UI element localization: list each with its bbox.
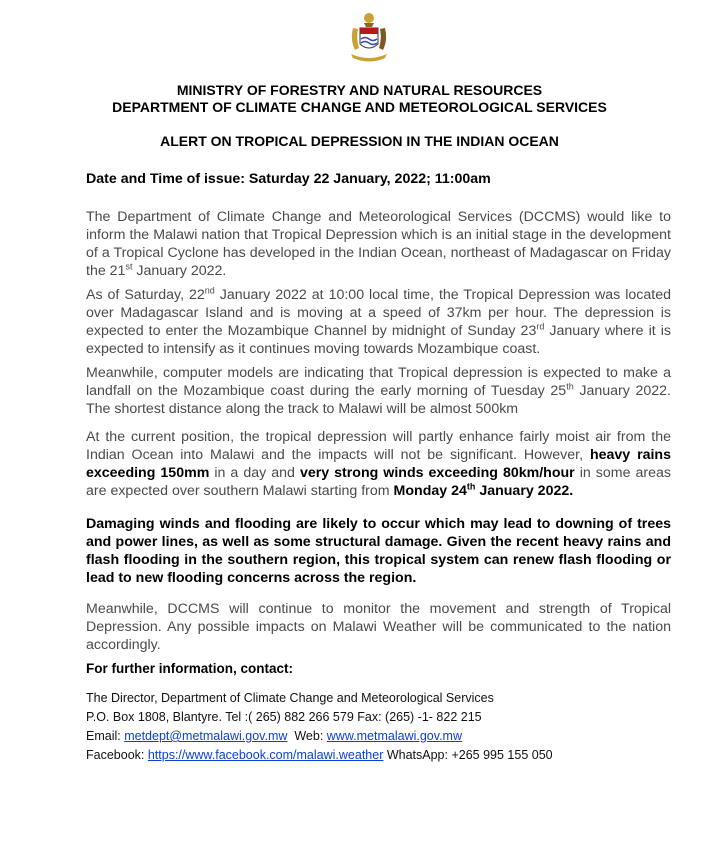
contact-address: P.O. Box 1808, Blantyre. Tel :( 265) 882 266 579 Fax: (265) -1- 822 215 bbox=[86, 710, 482, 724]
website-link[interactable]: www.metmalawi.gov.mw bbox=[326, 729, 462, 743]
department-heading: DEPARTMENT OF CLIMATE CHANGE AND METEOROLOGICAL SERVICES bbox=[112, 99, 607, 115]
paragraph-current-position: As of Saturday, 22nd January 2022 at 10:00 local time, the Tropical Depression was located over Madagascar Island and is moving at a speed of 37km per hour. The depression is expected to enter the Mozambique Channel by midnight of Sunday 23rd January where it is expected to intensify as it continues moving towards Mozambique coast. bbox=[86, 285, 671, 357]
contact-heading: For further information, contact: bbox=[86, 661, 293, 676]
paragraph-impacts: At the current position, the tropical depression will partly enhance fairly moist air from the Indian Ocean into Malawi and the impacts will not be significant. However, heavy rains exceeding 150mm in a day and very strong winds exceeding 80km/hour in some areas are expected over southern Malawi starting from Monday 24th January 2022. bbox=[86, 429, 671, 499]
paragraph-forecast-track: Meanwhile, computer models are indicating that Tropical depression is expected to make a landfall on the Mozambique coast during the early morning of Tuesday 25th January 2022. The shortest distance along the track to Malawi will be almost 500km bbox=[86, 365, 671, 417]
coat-of-arms-icon bbox=[345, 10, 393, 66]
ministry-heading: MINISTRY OF FORESTRY AND NATURAL RESOURCES bbox=[176, 82, 543, 98]
paragraph-announcement: The Department of Climate Change and Meteorological Services (DCCMS) would like to inform the Malawi nation that Tropical Depression which is an initial stage in the development of a Tropical Cyclone has developed in the Indian Ocean, northeast of Madagascar on Friday the 21st January 2022. bbox=[86, 209, 671, 279]
contact-director: The Director, Department of Climate Change and Meteorological Services bbox=[86, 691, 494, 705]
facebook-link[interactable]: https://www.facebook.com/malawi.weather bbox=[147, 748, 384, 762]
contact-social: Facebook: https://www.facebook.com/malawi.weather WhatsApp: +265 995 155 050 bbox=[86, 748, 553, 762]
contact-email-web: Email: metdept@metmalawi.gov.mw Web: www.metmalawi.gov.mw bbox=[86, 729, 462, 743]
issue-datetime: Date and Time of issue: Saturday 22 January, 2022; 11:00am bbox=[86, 171, 491, 187]
paragraph-monitoring: Meanwhile, DCCMS will continue to monitor the movement and strength of Tropical Depression. Any possible impacts on Malawi Weather will be communicated to the nation accordingly. bbox=[86, 601, 671, 653]
alert-title: ALERT ON TROPICAL DEPRESSION IN THE INDIAN OCEAN bbox=[160, 133, 559, 149]
email-link[interactable]: metdept@metmalawi.gov.mw bbox=[124, 729, 288, 743]
paragraph-warning: Damaging winds and flooding are likely to occur which may lead to downing of trees and power lines, as well as some structural damage. Given the recent heavy rains and flash flooding in the southern region, this tropical system can renew flash flooding or lead to new flooding concerns across the region. bbox=[86, 516, 671, 586]
